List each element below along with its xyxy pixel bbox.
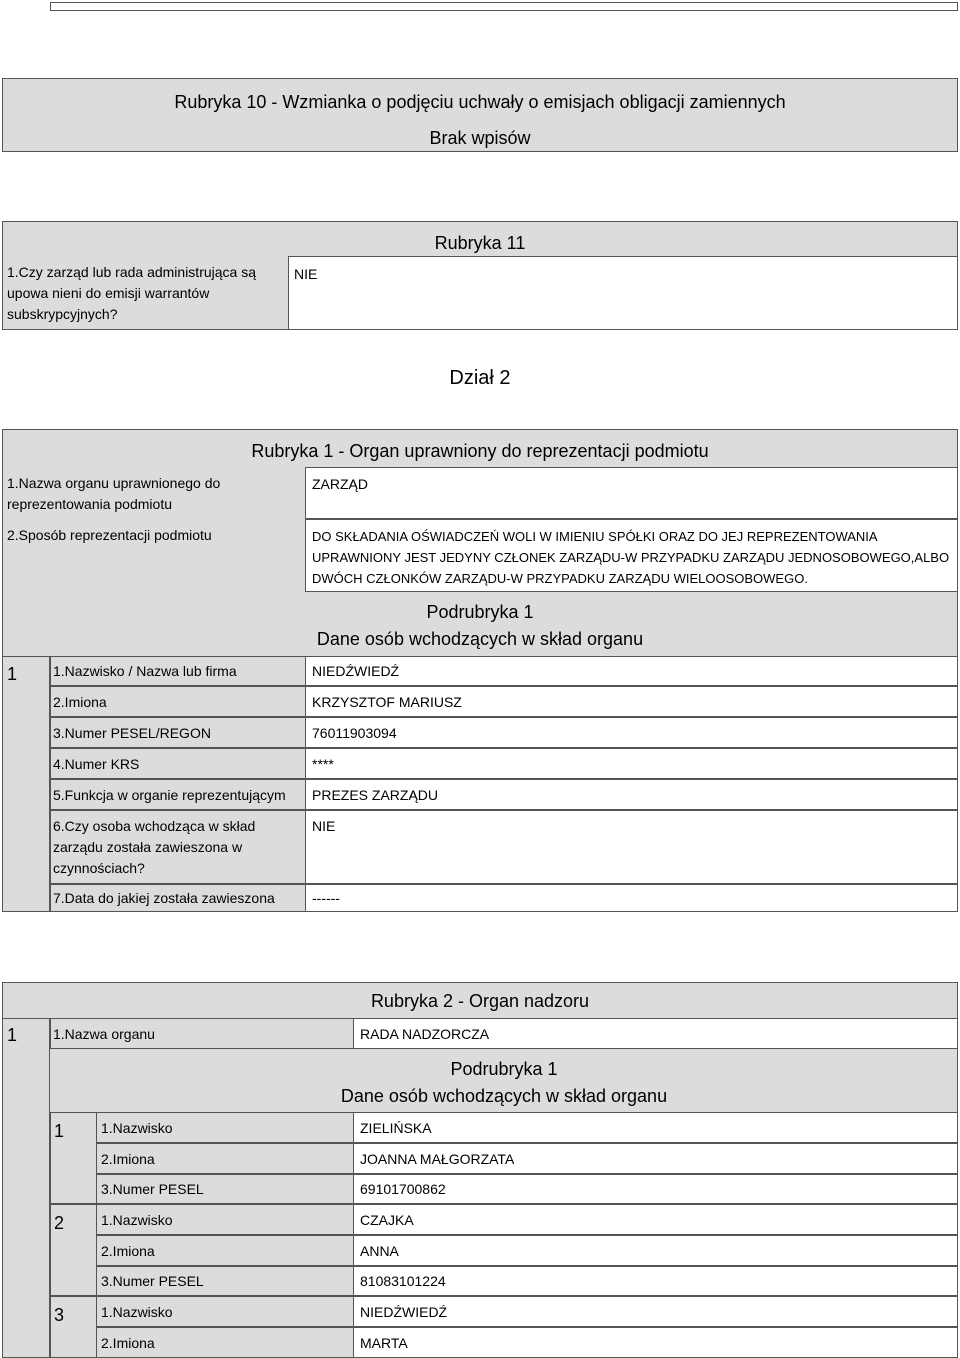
person-row-label: 3.Numer PESEL/REGON bbox=[53, 725, 211, 741]
rubryka2-row bbox=[96, 1143, 354, 1174]
rubryka2-row-value: ANNA bbox=[360, 1243, 399, 1259]
rubryka2-row-value: CZAJKA bbox=[360, 1212, 414, 1228]
person-row-5-value-cell bbox=[305, 779, 958, 810]
rubryka1-field1-value: ZARZĄD bbox=[312, 476, 368, 492]
rubryka2-row-label: 1.Nazwisko bbox=[101, 1304, 173, 1320]
person-row-2 bbox=[50, 686, 306, 717]
rubryka11-question-value: NIE bbox=[294, 266, 318, 282]
rubryka2-row bbox=[96, 1235, 354, 1266]
rubryka2-row bbox=[96, 1204, 354, 1235]
rubryka2-row-value-cell bbox=[353, 1266, 958, 1296]
person-row-label: 2.Imiona bbox=[53, 694, 107, 710]
person-row-value: NIEDŹWIEDŹ bbox=[312, 663, 400, 679]
rubryka2-name-label: 1.Nazwa organu bbox=[53, 1026, 155, 1042]
top-bar bbox=[50, 2, 958, 11]
rubryka2-row-label: 2.Imiona bbox=[101, 1151, 155, 1167]
rubryka1-field2-cell bbox=[305, 519, 958, 592]
rubryka2-subheader bbox=[51, 1050, 957, 1113]
rubryka11-question-label: 1.Czy zarząd lub rada administrująca są upowa nieni do emisji warrantów subskrypcyjnych? bbox=[7, 264, 257, 322]
rubryka11-title: Rubryka 11 bbox=[434, 233, 526, 253]
rubryka2-person-index: 2 bbox=[54, 1213, 65, 1233]
person-row-5 bbox=[50, 779, 306, 810]
rubryka10-box bbox=[2, 78, 958, 152]
rubryka2-row-value-cell bbox=[353, 1204, 958, 1235]
rubryka11-value-cell bbox=[288, 256, 958, 330]
person-row-4-value-cell bbox=[305, 748, 958, 779]
rubryka2-index: 1 bbox=[7, 1025, 18, 1045]
rubryka2-sub-title-1: Podrubryka 1 bbox=[450, 1059, 558, 1079]
rubryka2-index-cell bbox=[2, 1018, 50, 1358]
person-row-value: ------ bbox=[312, 890, 340, 906]
rubryka2-person-2-index-cell bbox=[50, 1204, 97, 1296]
rubryka2-row bbox=[96, 1327, 354, 1358]
person-row-value: KRZYSZTOF MARIUSZ bbox=[312, 694, 462, 710]
person-row-1-value-cell bbox=[305, 656, 958, 686]
person-row-value: PREZES ZARZĄDU bbox=[312, 787, 439, 803]
person-row-4 bbox=[50, 748, 306, 779]
person-row-2-value-cell bbox=[305, 686, 958, 717]
rubryka2-row-label: 2.Imiona bbox=[101, 1335, 155, 1351]
person-row-7 bbox=[50, 884, 306, 912]
rubryka1-title: Rubryka 1 - Organ uprawniony do reprezentacji podmiotu bbox=[251, 441, 709, 461]
rubryka1-sub-title-1: Podrubryka 1 bbox=[426, 602, 534, 622]
person-row-label: 6.Czy osoba wchodząca w skład zarządu została zawieszona w czynnościach? bbox=[53, 818, 256, 876]
rubryka2-row-value-cell bbox=[353, 1112, 958, 1143]
person-row-3-value-cell bbox=[305, 717, 958, 748]
dzial2-title: Dział 2 bbox=[449, 367, 511, 389]
rubryka2-row-label: 3.Numer PESEL bbox=[101, 1181, 204, 1197]
rubryka2-row-value: NIEDŹWIEDŹ bbox=[360, 1304, 448, 1320]
person-row-3 bbox=[50, 717, 306, 748]
rubryka2-row-value-cell bbox=[353, 1143, 958, 1174]
person-row-value: **** bbox=[312, 756, 334, 772]
rubryka1-person-index-cell bbox=[2, 656, 50, 912]
rubryka2-row bbox=[96, 1112, 354, 1143]
person-row-value: NIE bbox=[312, 818, 336, 834]
rubryka2-row-label: 3.Numer PESEL bbox=[101, 1273, 204, 1289]
rubryka2-row-label: 1.Nazwisko bbox=[101, 1120, 173, 1136]
rubryka2-row-value: 81083101224 bbox=[360, 1273, 446, 1289]
rubryka2-name-value: RADA NADZORCZA bbox=[360, 1026, 490, 1042]
rubryka2-row bbox=[96, 1174, 354, 1204]
rubryka2-person-3-index-cell bbox=[50, 1296, 97, 1358]
rubryka2-name-value-cell bbox=[353, 1018, 958, 1049]
rubryka2-row-value-cell bbox=[353, 1235, 958, 1266]
rubryka2-row bbox=[96, 1296, 354, 1327]
person-row-7-value-cell bbox=[305, 884, 958, 912]
rubryka2-row-value-cell bbox=[353, 1174, 958, 1204]
rubryka2-title: Rubryka 2 - Organ nadzoru bbox=[370, 991, 590, 1011]
rubryka1-subheader bbox=[3, 592, 957, 656]
person-row-label: 4.Numer KRS bbox=[53, 756, 140, 772]
rubryka1-field2-label: 2.Sposób reprezentacji podmiotu bbox=[7, 527, 212, 543]
person-row-1 bbox=[50, 656, 306, 686]
rubryka10-empty-note: Brak wpisów bbox=[429, 128, 531, 148]
rubryka2-person-1-index-cell bbox=[50, 1112, 97, 1204]
rubryka1-sub-title-2: Dane osób wchodzących w skład organu bbox=[316, 629, 644, 649]
rubryka2-row-value: JOANNA MAŁGORZATA bbox=[360, 1151, 515, 1167]
person-row-value: 76011903094 bbox=[312, 725, 397, 741]
rubryka2-row-label: 1.Nazwisko bbox=[101, 1212, 173, 1228]
rubryka2-person-index: 3 bbox=[54, 1305, 65, 1325]
rubryka2-row-value-cell bbox=[353, 1296, 958, 1327]
rubryka1-person-index: 1 bbox=[7, 664, 18, 684]
rubryka2-sub-title-2: Dane osób wchodzących w skład organu bbox=[340, 1086, 668, 1106]
rubryka2-row-value-cell bbox=[353, 1327, 958, 1358]
person-row-6-value-cell bbox=[305, 810, 958, 884]
rubryka1-field1-label: 1.Nazwa organu uprawnionego do reprezentowania podmiotu bbox=[7, 475, 221, 512]
rubryka2-row-value: ZIELIŃSKA bbox=[360, 1120, 432, 1136]
person-row-label: 5.Funkcja w organie reprezentującym bbox=[53, 787, 286, 803]
rubryka2-row-label: 2.Imiona bbox=[101, 1243, 155, 1259]
person-row-label: 7.Data do jakiej została zawieszona bbox=[53, 890, 275, 906]
rubryka2-person-index: 1 bbox=[54, 1121, 65, 1141]
rubryka2-name-label-cell bbox=[50, 1018, 354, 1049]
rubryka10-title: Rubryka 10 - Wzmianka o podjęciu uchwały o emisjach obligacji zamiennych bbox=[174, 92, 786, 112]
person-row-label: 1.Nazwisko / Nazwa lub firma bbox=[53, 663, 237, 679]
rubryka1-field1-cell bbox=[305, 467, 958, 519]
rubryka2-row-value: 69101700862 bbox=[360, 1181, 446, 1197]
rubryka2-row bbox=[96, 1266, 354, 1296]
person-row-6 bbox=[50, 810, 306, 884]
rubryka2-row-value: MARTA bbox=[360, 1335, 408, 1351]
rubryka1-field2-value: DO SKŁADANIA OŚWIADCZEŃ WOLI W IMIENIU SPÓŁKI ORAZ DO JEJ REPREZENTOWANIA UPRAWNIONY JEST JEDYNY CZŁONEK ZARZĄDU-W PRZYPADKU ZARZĄDU JEDNOSOBOWEGO,ALBO DWÓCH CZŁONKÓW ZARZĄDU-W PRZYPADKU ZARZĄDU WIELOOSOBOWEGO. bbox=[312, 529, 950, 586]
